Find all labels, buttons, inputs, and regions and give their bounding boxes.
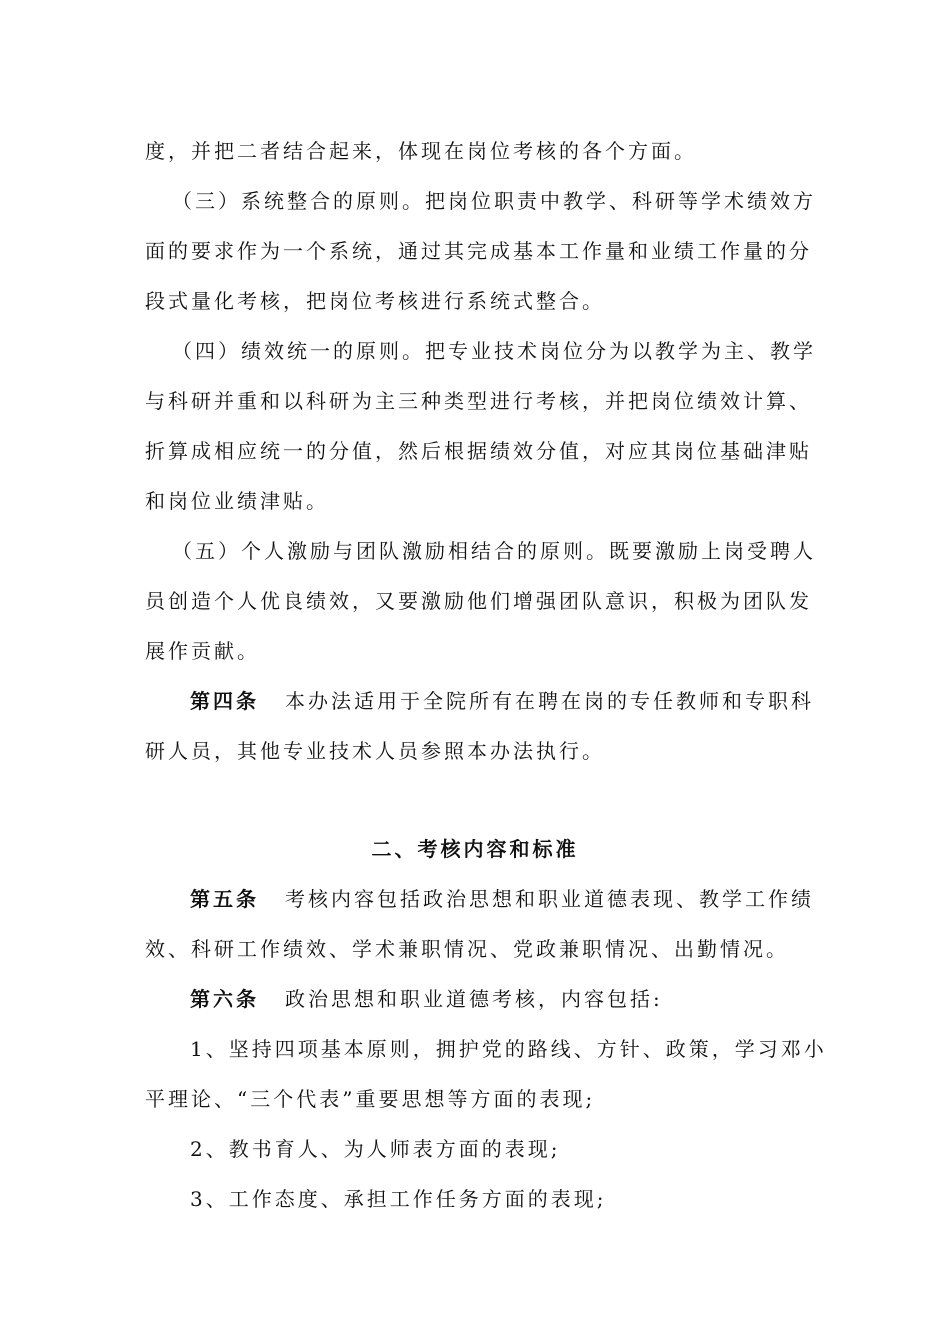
paragraph-line: 员创造个人优良绩效，又要激励他们增强团队意识，积极为团队发 <box>145 589 812 613</box>
paragraph-line: （三）系统整合的原则。把岗位职责中教学、科研等学术绩效方 <box>172 189 816 213</box>
list-item: 1、坚持四项基本原则，拥护党的路线、方针、政策，学习邓小 <box>190 1037 827 1061</box>
paragraph-line: 段式量化考核，把岗位考核进行系统式整合。 <box>145 289 605 313</box>
paragraph-line: 度，并把二者结合起来，体现在岗位考核的各个方面。 <box>145 139 697 163</box>
article-5-line <box>0 884 950 914</box>
paragraph-line: 平理论、“三个代表”重要思想等方面的表现; <box>145 1087 596 1111</box>
list-item: 2、教书育人、为人师表方面的表现; <box>190 1137 561 1161</box>
article-text: 考核内容包括政治思想和职业道德表现、教学工作绩 <box>285 887 814 911</box>
article-6-line <box>0 984 950 1014</box>
article-4-line <box>0 686 950 716</box>
paragraph-line: （五）个人激励与团队激励相结合的原则。既要激励上岗受聘人 <box>172 539 816 563</box>
article-label: 第六条 <box>190 987 259 1011</box>
paragraph-line: 研人员，其他专业技术人员参照本办法执行。 <box>145 739 605 763</box>
paragraph-line: 展作贡献。 <box>145 639 260 663</box>
article-label: 第四条 <box>190 689 259 713</box>
paragraph-line: 与科研并重和以科研为主三种类型进行考核，并把岗位绩效计算、 <box>145 389 812 413</box>
article-text: 政治思想和职业道德考核，内容包括: <box>285 987 663 1011</box>
paragraph-line: 面的要求作为一个系统，通过其完成基本工作量和业绩工作量的分 <box>145 239 812 263</box>
section-heading: 二、考核内容和标准 <box>371 837 579 861</box>
article-label: 第五条 <box>190 887 259 911</box>
list-item: 3、工作态度、承担工作任务方面的表现; <box>190 1187 607 1211</box>
paragraph-line: （四）绩效统一的原则。把专业技术岗位分为以教学为主、教学 <box>172 339 816 363</box>
article-text: 本办法适用于全院所有在聘在岗的专任教师和专职科 <box>285 689 814 713</box>
paragraph-line: 折算成相应统一的分值，然后根据绩效分值，对应其岗位基础津贴 <box>145 439 812 463</box>
paragraph-line: 效、科研工作绩效、学术兼职情况、党政兼职情况、出勤情况。 <box>145 937 789 961</box>
paragraph-line: 和岗位业绩津贴。 <box>145 489 329 513</box>
